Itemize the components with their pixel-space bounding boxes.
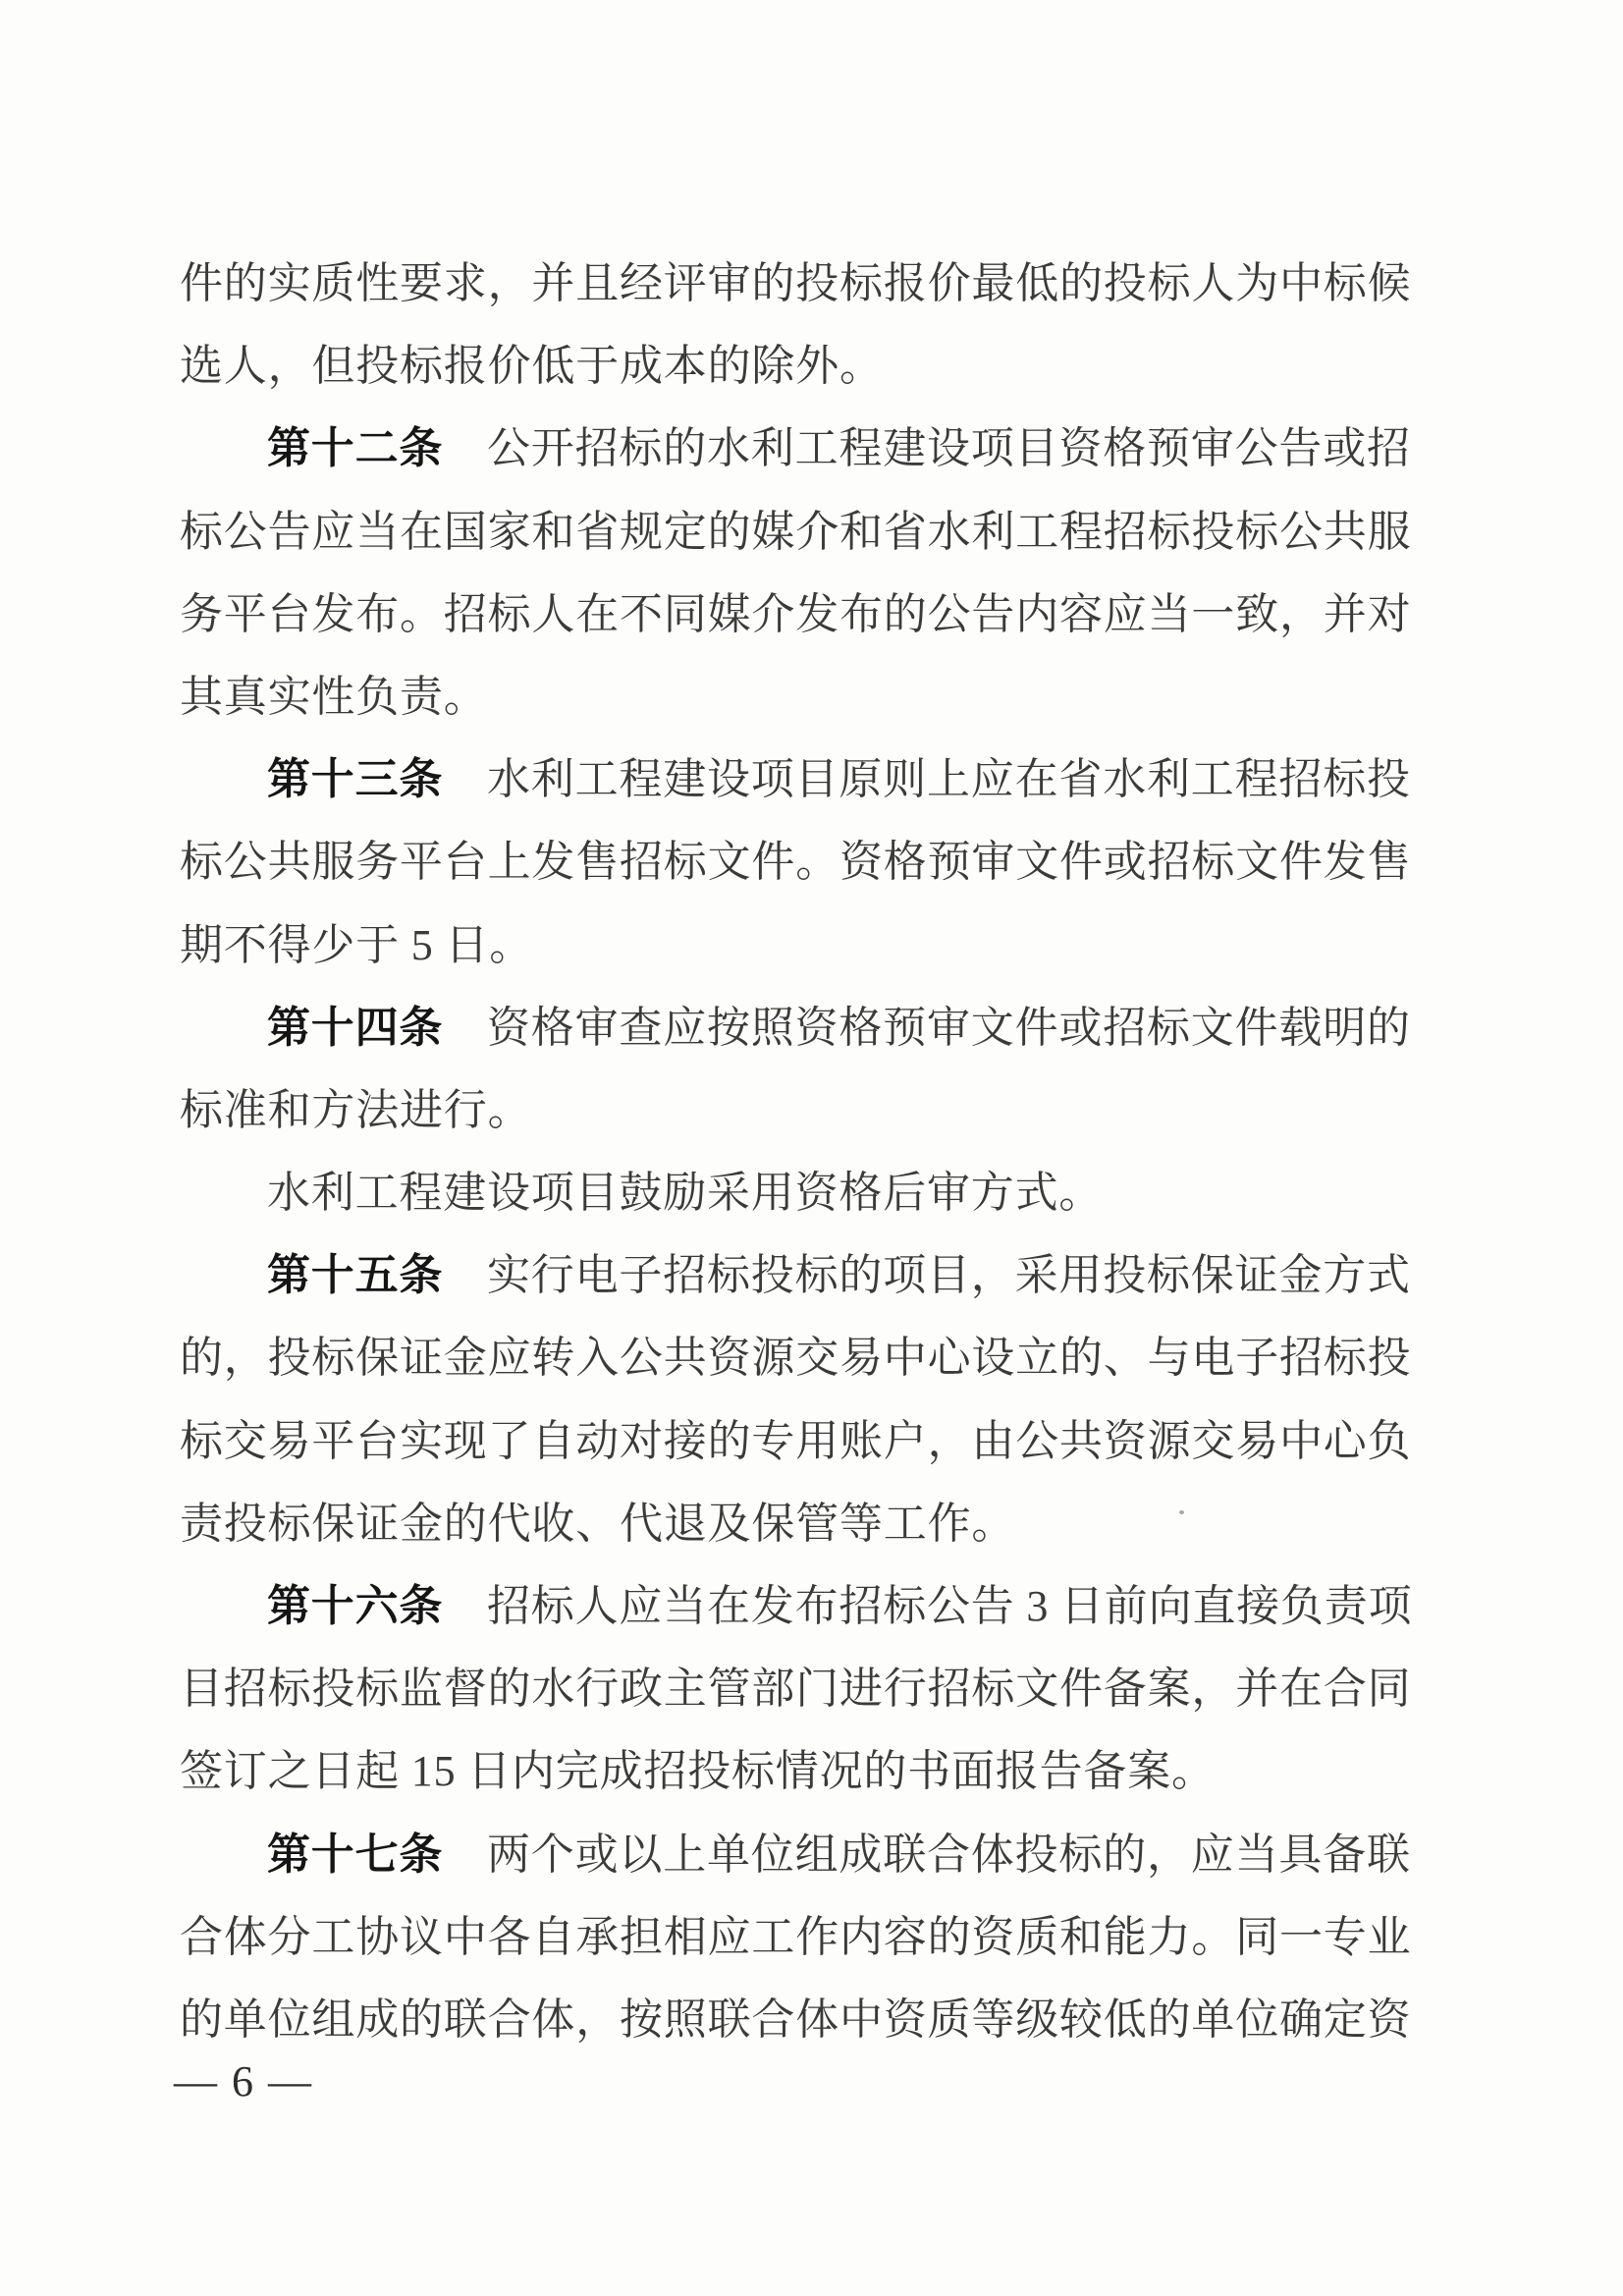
text-line (180, 1565, 1425, 1648)
scan-speck (1179, 1510, 1184, 1514)
article-number: 第十七条 (267, 1830, 444, 1879)
text-segment: 实行电子招标投标的项目，采用投标保证金方式 (443, 1251, 1411, 1300)
text-segment: 的，投标保证金应转入公共资源交易中心设立的、与电子招标投 (180, 1334, 1412, 1383)
text-line (180, 1483, 1425, 1565)
text-line (180, 1648, 1425, 1730)
text-segment: 目招标投标监督的水行政主管部门进行招标文件备案，并在合同 (180, 1665, 1412, 1714)
article-number: 第十四条 (267, 1003, 444, 1052)
text-line (180, 656, 1425, 738)
text-line (180, 574, 1425, 656)
text-line (180, 1069, 1425, 1152)
text-line (180, 325, 1425, 408)
article-number: 第十六条 (267, 1582, 444, 1630)
text-segment: 资格审查应按照资格预审文件或招标文件载明的 (443, 1003, 1411, 1052)
text-line (180, 904, 1425, 987)
text-segment: 标准和方法进行。 (180, 1085, 532, 1134)
text-segment: 期不得少于 5 日。 (180, 920, 533, 969)
text-segment: 选人，但投标报价低于成本的除外。 (180, 342, 884, 391)
text-segment: 公开招标的水利工程建设项目资格预审公告或招 (443, 424, 1411, 473)
text-line (180, 1814, 1425, 1896)
document-text-body (180, 243, 1425, 2061)
text-segment: 标公共服务平台上发售招标文件。资格预审文件或招标文件发售 (180, 838, 1412, 887)
text-segment: 的单位组成的联合体，按照联合体中资质等级较低的单位确定资 (180, 1995, 1412, 2044)
text-line (180, 1730, 1425, 1813)
page-number: — 6 — (174, 2057, 313, 2105)
text-line (180, 243, 1425, 325)
text-segment: 水利工程建设项目原则上应在省水利工程招标投 (443, 755, 1411, 804)
text-segment: 水利工程建设项目鼓励采用资格后审方式。 (267, 1169, 1104, 1218)
text-segment: 件的实质性要求，并且经评审的投标报价最低的投标人为中标候 (180, 259, 1412, 307)
text-segment: 其真实性负责。 (180, 672, 488, 721)
text-segment: 务平台发布。招标人在不同媒介发布的公告内容应当一致，并对 (180, 589, 1412, 638)
text-line (180, 987, 1425, 1069)
article-number: 第十二条 (267, 424, 444, 473)
text-segment: 标交易平台实现了自动对接的专用账户，由公共资源交易中心负 (180, 1416, 1412, 1465)
text-segment: 标公告应当在国家和省规定的媒介和省水利工程招标投标公共服 (180, 507, 1412, 556)
text-line (180, 1317, 1425, 1399)
text-line (180, 491, 1425, 574)
text-line (180, 1979, 1425, 2061)
text-line (180, 1152, 1425, 1234)
text-segment: 招标人应当在发布招标公告 3 日前向直接负责项 (443, 1582, 1413, 1630)
text-segment: 合体分工协议中各自承担相应工作内容的资质和能力。同一专业 (180, 1912, 1412, 1961)
text-segment: 签订之日起 15 日内完成招投标情况的书面报告备案。 (180, 1747, 1216, 1796)
text-line (180, 738, 1425, 821)
text-line (180, 1234, 1425, 1317)
text-line (180, 1896, 1425, 1979)
article-number: 第十五条 (267, 1251, 444, 1300)
text-segment: 两个或以上单位组成联合体投标的，应当具备联 (443, 1830, 1411, 1879)
text-line (180, 1400, 1425, 1483)
text-segment: 责投标保证金的代收、代退及保管等工作。 (180, 1499, 1016, 1548)
text-line (180, 821, 1425, 903)
article-number: 第十三条 (267, 755, 444, 804)
text-line (180, 408, 1425, 490)
